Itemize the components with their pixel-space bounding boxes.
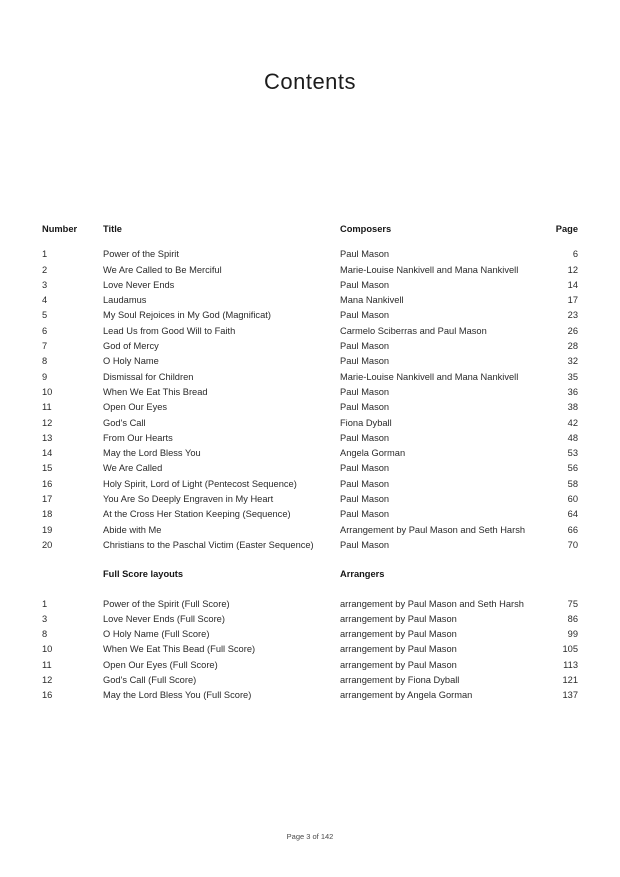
row-composer: Paul Mason	[340, 386, 390, 397]
row-composer: Mana Nankivell	[340, 295, 404, 306]
table-row	[42, 461, 578, 476]
row-composer: Paul Mason	[340, 432, 390, 443]
row-page: 86	[567, 613, 578, 624]
row-number: 7	[42, 341, 48, 352]
row-title: O Holy Name	[103, 356, 159, 367]
row-title: O Holy Name (Full Score)	[103, 629, 210, 640]
row-composer: Paul Mason	[340, 356, 390, 367]
table-row	[42, 523, 578, 538]
row-composer: Paul Mason	[340, 310, 390, 321]
row-page: 105	[562, 644, 578, 655]
row-title: At the Cross Her Station Keeping (Sequence)	[103, 509, 291, 520]
row-page: 66	[567, 524, 578, 535]
row-number: 14	[42, 448, 53, 459]
row-page: 38	[567, 402, 578, 413]
row-number: 18	[42, 509, 53, 520]
full-score-section-title: Full Score layouts	[103, 569, 184, 580]
header-composers: Composers	[340, 224, 392, 234]
table-row	[42, 446, 578, 461]
row-page: 113	[563, 659, 578, 670]
row-title: We Are Called	[103, 463, 163, 474]
row-composer: arrangement by Paul Mason	[340, 644, 457, 655]
row-number: 13	[42, 432, 53, 443]
row-page: 137	[562, 690, 578, 701]
header-page: Page	[555, 224, 578, 234]
table-row	[42, 247, 578, 262]
table-row	[42, 673, 578, 688]
row-title: Christians to the Paschal Victim (Easter Sequence)	[103, 539, 314, 550]
row-page: 99	[567, 629, 578, 640]
row-composer: Paul Mason	[340, 402, 390, 413]
row-title: Laudamus	[103, 295, 147, 306]
table-row	[42, 688, 578, 703]
row-number: 17	[42, 494, 53, 505]
table-row	[42, 278, 578, 293]
arrangers-header: Arrangers	[340, 569, 385, 580]
page-number-indicator: Page 3 of 142	[286, 832, 334, 841]
row-number: 10	[42, 386, 53, 397]
table-row	[42, 400, 578, 415]
table-row	[42, 597, 578, 612]
row-number: 20	[42, 539, 53, 550]
full-score-rows	[42, 597, 578, 704]
row-number: 8	[42, 629, 48, 640]
row-composer: arrangement by Paul Mason	[340, 659, 457, 670]
row-title: You Are So Deeply Engraven in My Heart	[103, 494, 274, 505]
row-page: 12	[567, 264, 578, 275]
row-title: From Our Hearts	[103, 432, 173, 443]
row-page: 53	[567, 448, 578, 459]
table-row	[42, 642, 578, 657]
row-number: 12	[42, 417, 53, 428]
row-number: 19	[42, 524, 53, 535]
row-title: Abide with Me	[103, 524, 162, 535]
row-page: 75	[567, 598, 578, 609]
row-page: 32	[567, 356, 578, 367]
row-title: Love Never Ends	[103, 279, 175, 290]
row-composer: Marie-Louise Nankivell and Mana Nankivell	[340, 264, 519, 275]
row-page: 17	[567, 295, 578, 306]
row-composer: Angela Gorman	[340, 448, 406, 459]
table-row	[42, 324, 578, 339]
row-page: 23	[567, 310, 578, 321]
row-number: 12	[42, 675, 53, 686]
row-page: 28	[567, 341, 578, 352]
table-row	[42, 538, 578, 553]
page-title: Contents	[263, 68, 357, 94]
row-page: 42	[567, 417, 578, 428]
row-page: 26	[567, 325, 578, 336]
row-composer: Fiona Dyball	[340, 417, 392, 428]
row-composer: arrangement by Angela Gorman	[340, 690, 473, 701]
row-composer: Marie-Louise Nankivell and Mana Nankivell	[340, 371, 519, 382]
table-row	[42, 308, 578, 323]
row-title: When We Eat This Bead (Full Score)	[103, 644, 256, 655]
toc-table	[42, 222, 578, 704]
row-number: 16	[42, 690, 53, 701]
row-number: 10	[42, 644, 53, 655]
row-number: 3	[42, 279, 48, 290]
row-page: 6	[572, 249, 578, 260]
row-page: 70	[567, 539, 578, 550]
table-row	[42, 385, 578, 400]
row-page: 121	[562, 675, 578, 686]
row-title: Dismissal for Children	[103, 371, 194, 382]
table-row	[42, 416, 578, 431]
row-title: Holy Spirit, Lord of Light (Pentecost Sequence)	[103, 478, 297, 489]
row-title: God of Mercy	[103, 341, 159, 352]
row-number: 5	[42, 310, 48, 321]
row-title: When We Eat This Bread	[103, 386, 208, 397]
table-row	[42, 612, 578, 627]
row-title: God's Call (Full Score)	[103, 675, 197, 686]
toc-rows	[42, 247, 578, 553]
table-row	[42, 492, 578, 507]
table-row	[42, 627, 578, 642]
table-row	[42, 370, 578, 385]
row-title: Open Our Eyes	[103, 402, 168, 413]
row-composer: Arrangement by Paul Mason and Seth Harsh	[340, 524, 526, 535]
row-page: 58	[567, 478, 578, 489]
row-page: 60	[567, 494, 578, 505]
table-row	[42, 339, 578, 354]
row-number: 9	[42, 371, 48, 382]
row-number: 1	[42, 249, 48, 260]
table-header	[42, 222, 578, 237]
row-page: 48	[567, 432, 578, 443]
row-title: My Soul Rejoices in My God (Magnificat)	[103, 310, 271, 321]
table-row	[42, 431, 578, 446]
row-title: God's Call	[103, 417, 146, 428]
row-number: 11	[42, 659, 52, 670]
row-page: 14	[567, 279, 578, 290]
row-page: 56	[567, 463, 578, 474]
row-number: 16	[42, 478, 53, 489]
row-number: 11	[42, 402, 52, 413]
table-row	[42, 507, 578, 522]
row-number: 2	[42, 264, 48, 275]
row-composer: Paul Mason	[340, 341, 390, 352]
table-row	[42, 293, 578, 308]
row-composer: Paul Mason	[340, 463, 390, 474]
row-number: 3	[42, 613, 48, 624]
table-row	[42, 354, 578, 369]
row-title: We Are Called to Be Merciful	[103, 264, 222, 275]
row-composer: Paul Mason	[340, 249, 390, 260]
row-composer: Paul Mason	[340, 539, 390, 550]
row-title: May the Lord Bless You (Full Score)	[103, 690, 252, 701]
row-title: May the Lord Bless You	[103, 448, 201, 459]
row-composer: arrangement by Paul Mason and Seth Harsh	[340, 598, 524, 609]
full-score-section-header	[42, 567, 578, 582]
row-title: Power of the Spirit	[103, 249, 179, 260]
table-row	[42, 477, 578, 492]
table-row	[42, 658, 578, 673]
row-composer: Paul Mason	[340, 509, 390, 520]
row-title: Lead Us from Good Will to Faith	[103, 325, 236, 336]
row-number: 8	[42, 356, 48, 367]
row-composer: Paul Mason	[340, 494, 390, 505]
row-title: Open Our Eyes (Full Score)	[103, 659, 218, 670]
row-number: 4	[42, 295, 48, 306]
row-number: 15	[42, 463, 53, 474]
row-number: 6	[42, 325, 48, 336]
row-page: 36	[567, 386, 578, 397]
row-title: Power of the Spirit (Full Score)	[103, 598, 230, 609]
header-number: Number	[42, 224, 78, 234]
row-composer: Carmelo Sciberras and Paul Mason	[340, 325, 487, 336]
row-number: 1	[42, 598, 48, 609]
row-page: 35	[567, 371, 578, 382]
row-composer: arrangement by Paul Mason	[340, 629, 457, 640]
row-composer: arrangement by Fiona Dyball	[340, 675, 460, 686]
header-title: Title	[103, 224, 122, 234]
row-title: Love Never Ends (Full Score)	[103, 613, 225, 624]
row-composer: Paul Mason	[340, 279, 390, 290]
row-composer: arrangement by Paul Mason	[340, 613, 457, 624]
table-row	[42, 263, 578, 278]
row-composer: Paul Mason	[340, 478, 390, 489]
row-page: 64	[567, 509, 578, 520]
